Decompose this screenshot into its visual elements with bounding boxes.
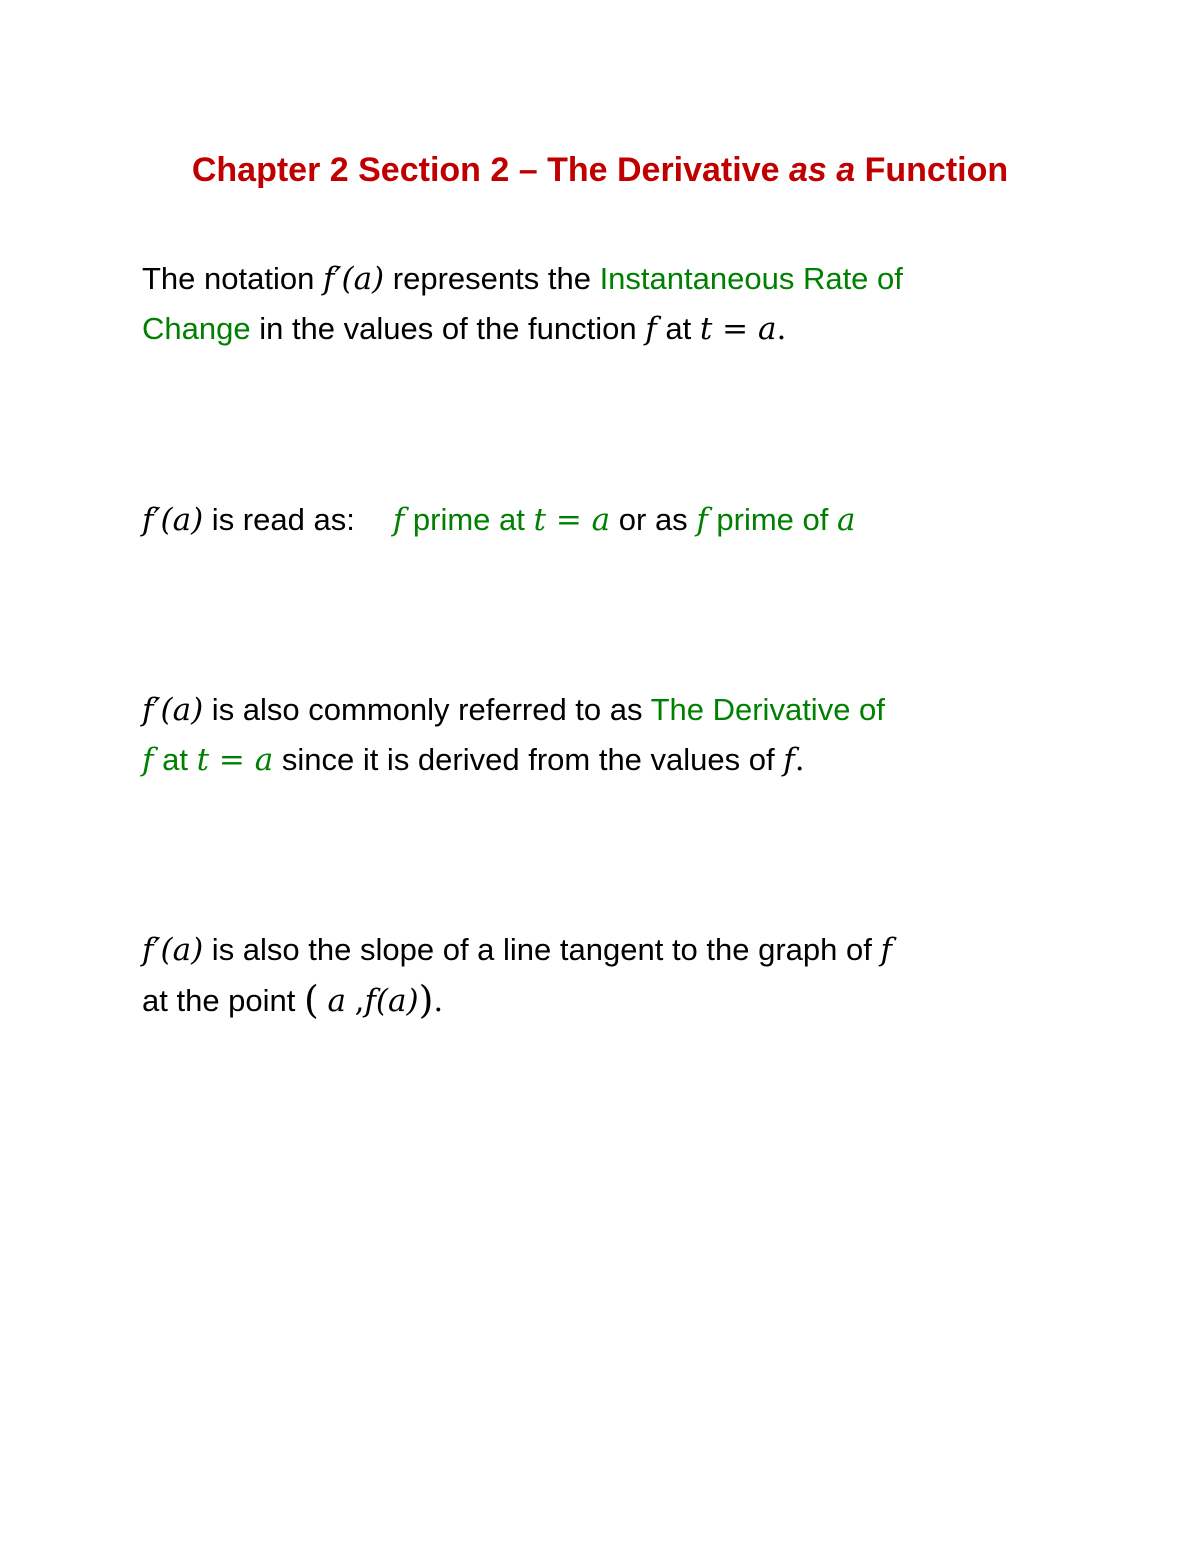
math-period: . <box>433 983 444 1019</box>
math-equals: = <box>545 502 592 538</box>
p2-green-phrase-2 <box>696 502 855 537</box>
math-a: a <box>327 983 346 1019</box>
paragraph-derivative-name <box>142 685 1062 785</box>
math-t: t <box>196 742 210 778</box>
math-a: a <box>591 502 611 538</box>
p4-text-2: at the point <box>142 983 305 1018</box>
p1-text-4: at <box>656 311 700 346</box>
p1-text-1: The notation <box>142 261 323 296</box>
p3-text-2: since it is derived from the values of <box>273 742 784 777</box>
math-period: . <box>794 742 805 778</box>
p3-highlight-1: The Derivative of <box>650 692 885 727</box>
p1-text-3: in the values of the function <box>250 311 646 346</box>
math-f: f <box>645 311 657 347</box>
p2-highlight-2: prime of <box>707 502 838 537</box>
paragraph-notation <box>142 254 1062 354</box>
p1-highlight-1: Instantaneous Rate of <box>599 261 903 296</box>
math-comma: , <box>354 983 365 1019</box>
p1-text-2: represents the <box>384 261 600 296</box>
math-f: f <box>142 742 154 778</box>
title-text-start: Chapter 2 Section 2 – The Derivative <box>191 151 789 189</box>
paragraph-read-as <box>142 495 1062 545</box>
p2-highlight-1: prime at <box>404 502 534 537</box>
p4-text-1: is also the slope of a line tangent to the graph of <box>203 932 881 967</box>
title-text-end: Function <box>855 151 1009 189</box>
math-equals: = <box>209 742 255 778</box>
p2-green-phrase-1 <box>393 502 610 537</box>
math-a: a <box>757 311 777 347</box>
math-f-of-a: f(a) <box>364 983 419 1019</box>
p1-highlight-2: Change <box>142 311 251 346</box>
math-f: f <box>696 502 708 538</box>
math-fprime-a: f′(a) <box>142 502 204 538</box>
title-text-italic: as a <box>788 151 856 189</box>
p3-green-phrase <box>142 742 273 777</box>
math-equals: = <box>712 311 758 347</box>
math-f: f <box>392 502 405 538</box>
p3-text-1: is also commonly referred to as <box>203 692 651 727</box>
p3-highlight-2: at <box>153 742 197 777</box>
math-fprime-a: f′(a) <box>322 261 385 297</box>
p2-text-1: is read as: <box>203 502 355 537</box>
paragraph-tangent-slope <box>142 925 1062 1026</box>
math-fprime-a: f′(a) <box>142 932 204 968</box>
math-t: t <box>533 502 546 538</box>
math-f: f <box>880 932 892 968</box>
p2-text-2: or as <box>610 502 697 537</box>
math-right-paren: ) <box>418 978 434 1022</box>
math-a: a <box>254 742 274 778</box>
math-fprime-a: f′(a) <box>142 692 204 728</box>
math-a: a <box>837 502 856 538</box>
math-f: f <box>783 742 795 778</box>
math-period: . <box>776 311 787 347</box>
math-left-paren: ( <box>304 978 319 1022</box>
math-t: t <box>699 311 713 347</box>
page-title <box>0 148 1200 192</box>
